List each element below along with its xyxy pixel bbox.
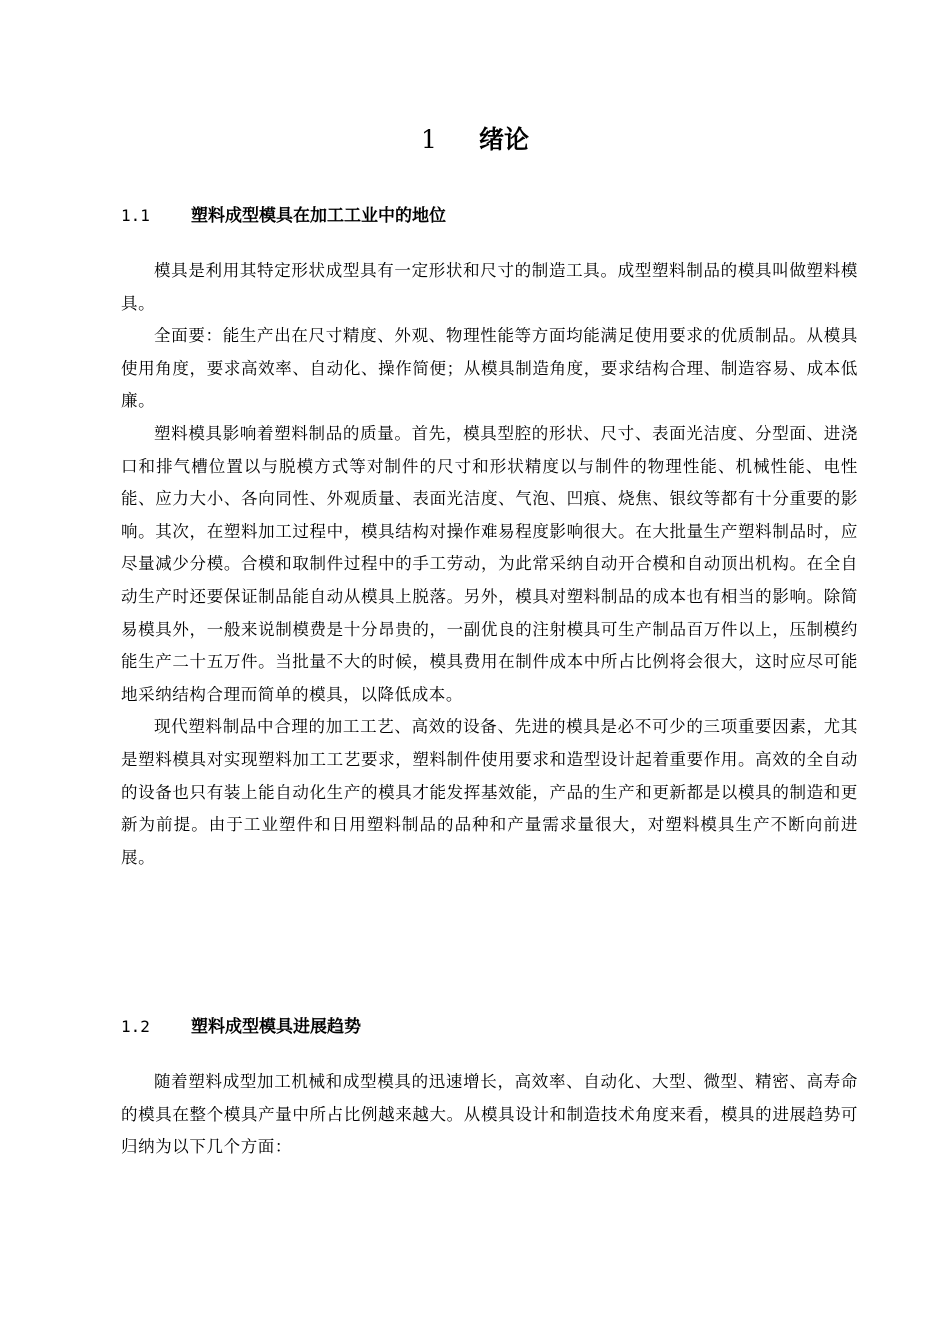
paragraph: 随着塑料成型加工机械和成型模具的迅速增长，高效率、自动化、大型、微型、精密、高寿命的模具在整个模具产量中所占比例越来越大。从模具设计和制造技术角度来看，模具的进展趋势可归纳为以下几个方面： xyxy=(121,1072,858,1157)
paragraph: 塑料模具影响着塑料制品的质量。首先，模具型腔的形状、尺寸、表面光洁度、分型面、进浇口和排气槽位置以与脱模方式等对制件的尺寸和形状精度以与制件的物理性能、机械性能、电性能、应力大小、各向同性、外观质量、表面光洁度、气泡、凹痕、烧焦、银纹等都有十分重要的影响。其次，在塑料加工过程中，模具结构对操作难易程度影响很大。在大批量生产塑料制品时，应尽量减少分模。合模和取制件过程中的手工劳动，为此常采纳自动开合模和自动顶出机构。在全自动生产时还要保证制品能自动从模具上脱落。另外，模具对塑料制品的成本也有相当的影响。除简易模具外，一般来说制模费是十分昂贵的，一副优良的注射模具可生产制品百万件以上，压制模约能生产二十五万件。当批量不大的时候，模具费用在制件成本中所占比例将会很大，这时应尽可能地采纳结构合理而简单的模具，以降低成本。 xyxy=(121,423,858,704)
section-title: 塑料成型模具在加工工业中的地位 xyxy=(191,206,446,226)
chapter-title-text: 绪论 xyxy=(478,125,529,154)
chapter-title xyxy=(0,123,950,157)
section-body-1-1 xyxy=(121,255,858,874)
paragraph: 现代塑料制品中合理的加工工艺、高效的设备、先进的模具是必不可少的三项重要因素，尤其是塑料模具对实现塑料加工工艺要求，塑料制件使用要求和造型设计起着重要作用。高效的全自动的设备也只有装上能自动化生产的模具才能发挥基效能，产品的生产和更新都是以模具的制造和更新为前提。由于工业塑件和日用塑料制品的品种和产量需求量很大，对塑料模具生产不断向前进展。 xyxy=(121,717,858,867)
section-title: 塑料成型模具进展趋势 xyxy=(191,1017,361,1037)
section-body-1-2 xyxy=(121,1066,858,1164)
section-heading-1-1 xyxy=(121,204,446,228)
paragraph: 全面要：能生产出在尺寸精度、外观、物理性能等方面均能满足使用要求的优质制品。从模具使用角度，要求高效率、自动化、操作简便；从模具制造角度，要求结构合理、制造容易、成本低廉。 xyxy=(121,326,858,411)
chapter-number: 1 xyxy=(421,125,437,154)
section-heading-1-2 xyxy=(121,1015,361,1039)
section-number: 1.2 xyxy=(121,1017,150,1036)
paragraph: 模具是利用其特定形状成型具有一定形状和尺寸的制造工具。成型塑料制品的模具叫做塑料模具。 xyxy=(121,261,858,313)
section-number: 1.1 xyxy=(121,206,150,225)
